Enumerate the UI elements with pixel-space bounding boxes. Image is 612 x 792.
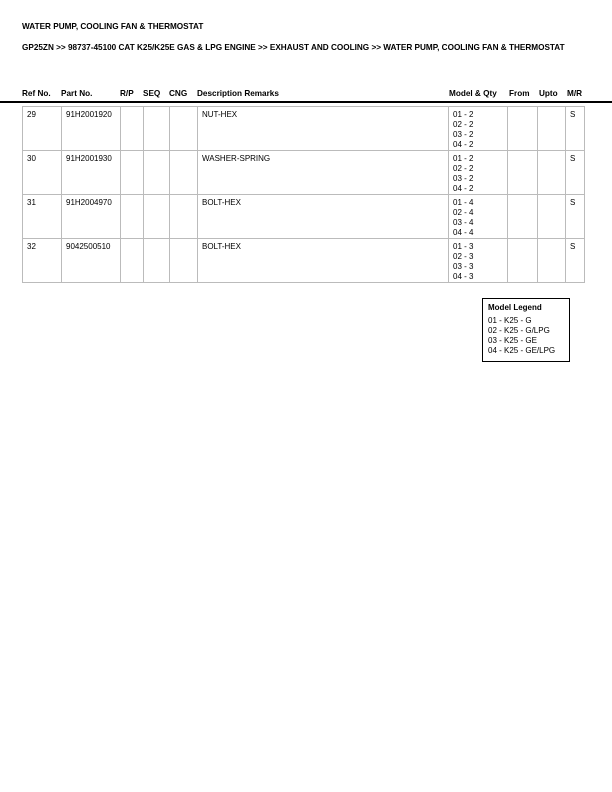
mr-cell: S bbox=[566, 195, 585, 239]
header-ref-no: Ref No. bbox=[22, 89, 51, 98]
legend-item: 02 - K25 - G/LPG bbox=[488, 326, 550, 335]
from-cell bbox=[508, 195, 538, 239]
model-qty-line: 01 - 3 bbox=[453, 242, 474, 251]
upto-cell bbox=[538, 107, 566, 151]
ref-cell: 31 bbox=[23, 195, 62, 239]
from-cell bbox=[508, 107, 538, 151]
upto-cell bbox=[538, 239, 566, 283]
header-model-qty: Model & Qty bbox=[449, 89, 497, 98]
part-no-cell: 91H2001930 bbox=[62, 151, 121, 195]
model-qty-line: 01 - 4 bbox=[453, 198, 474, 207]
model-qty-line: 01 - 2 bbox=[453, 154, 474, 163]
ref-cell: 30 bbox=[23, 151, 62, 195]
header-upto: Upto bbox=[539, 89, 558, 98]
header-description: Description Remarks bbox=[197, 89, 279, 98]
part-no-cell: 9042500510 bbox=[62, 239, 121, 283]
table-row bbox=[23, 239, 585, 283]
cng-cell bbox=[170, 239, 198, 283]
model-qty-line: 03 - 2 bbox=[453, 174, 474, 183]
page-title: WATER PUMP, COOLING FAN & THERMOSTAT bbox=[22, 22, 204, 31]
seq-cell bbox=[144, 239, 170, 283]
mr-cell: S bbox=[566, 151, 585, 195]
table-row bbox=[23, 195, 585, 239]
mr-cell: S bbox=[566, 107, 585, 151]
header-from: From bbox=[509, 89, 530, 98]
rp-cell bbox=[121, 195, 144, 239]
model-qty-cell bbox=[449, 195, 508, 239]
upto-cell bbox=[538, 195, 566, 239]
description-cell: BOLT-HEX bbox=[198, 239, 449, 283]
model-qty-line: 02 - 2 bbox=[453, 164, 474, 173]
parts-table bbox=[22, 106, 585, 283]
seq-cell bbox=[144, 195, 170, 239]
legend-item: 01 - K25 - G bbox=[488, 316, 532, 325]
cng-cell bbox=[170, 195, 198, 239]
from-cell bbox=[508, 151, 538, 195]
model-legend bbox=[482, 298, 570, 362]
model-qty-line: 03 - 4 bbox=[453, 218, 474, 227]
header-divider bbox=[0, 101, 612, 103]
model-qty-line: 01 - 2 bbox=[453, 110, 474, 119]
model-qty-cell bbox=[449, 239, 508, 283]
model-qty-cell bbox=[449, 151, 508, 195]
seq-cell bbox=[144, 107, 170, 151]
part-no-cell: 91H2001920 bbox=[62, 107, 121, 151]
rp-cell bbox=[121, 107, 144, 151]
model-qty-line: 02 - 3 bbox=[453, 252, 474, 261]
upto-cell bbox=[538, 151, 566, 195]
mr-cell: S bbox=[566, 239, 585, 283]
rp-cell bbox=[121, 151, 144, 195]
legend-item: 03 - K25 - GE bbox=[488, 336, 537, 345]
seq-cell bbox=[144, 151, 170, 195]
cng-cell bbox=[170, 107, 198, 151]
model-qty-line: 02 - 2 bbox=[453, 120, 474, 129]
header-cng: CNG bbox=[169, 89, 188, 98]
model-qty-line: 03 - 2 bbox=[453, 130, 474, 139]
model-qty-line: 04 - 3 bbox=[453, 272, 474, 281]
legend-title: Model Legend bbox=[488, 303, 542, 312]
header-part-no: Part No. bbox=[61, 89, 93, 98]
model-qty-line: 02 - 4 bbox=[453, 208, 474, 217]
ref-cell: 29 bbox=[23, 107, 62, 151]
cng-cell bbox=[170, 151, 198, 195]
table-row bbox=[23, 151, 585, 195]
model-qty-line: 04 - 2 bbox=[453, 184, 474, 193]
rp-cell bbox=[121, 239, 144, 283]
header-mr: M/R bbox=[567, 89, 583, 98]
model-qty-line: 04 - 2 bbox=[453, 140, 474, 149]
legend-item: 04 - K25 - GE/LPG bbox=[488, 346, 556, 355]
model-qty-line: 04 - 4 bbox=[453, 228, 474, 237]
description-cell: NUT-HEX bbox=[198, 107, 449, 151]
description-cell: BOLT-HEX bbox=[198, 195, 449, 239]
part-no-cell: 91H2004970 bbox=[62, 195, 121, 239]
breadcrumb: GP25ZN >> 98737-45100 CAT K25/K25E GAS & LPG ENGINE >> EXHAUST AND COOLING >> WATER PUMP, COOLING FAN & THERMOSTAT bbox=[22, 43, 565, 52]
model-qty-line: 03 - 3 bbox=[453, 262, 474, 271]
header-rp: R/P bbox=[120, 89, 134, 98]
from-cell bbox=[508, 239, 538, 283]
header-seq: SEQ bbox=[143, 89, 161, 98]
description-cell: WASHER-SPRING bbox=[198, 151, 449, 195]
ref-cell: 32 bbox=[23, 239, 62, 283]
model-qty-cell bbox=[449, 107, 508, 151]
table-row bbox=[23, 107, 585, 151]
